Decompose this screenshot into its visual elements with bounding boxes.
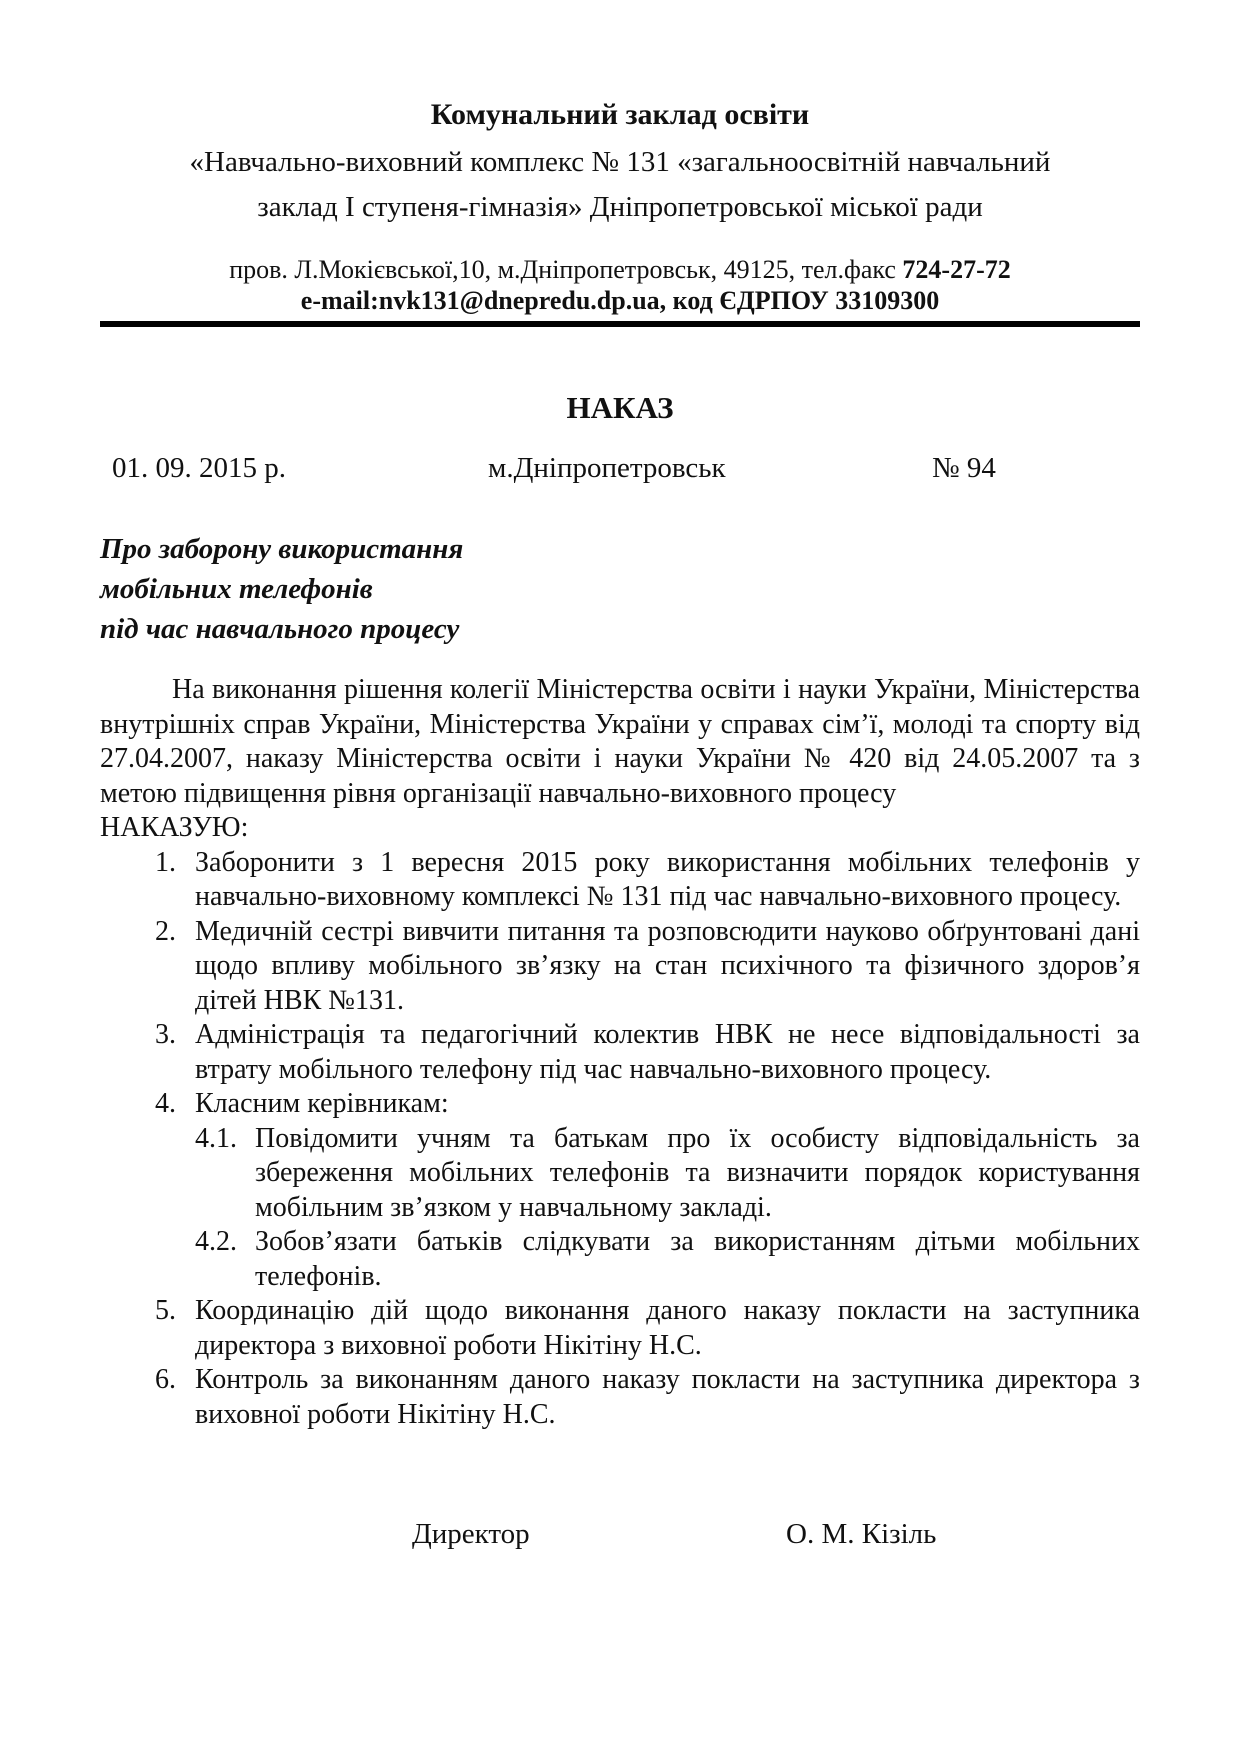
order-item-5-text: Координацію дій щодо виконання даного наказу покласти на заступника директора з виховної роботи Нікітіну Н.С. (195, 1295, 1140, 1361)
order-item-1-number: 1. (155, 846, 176, 878)
order-items-list (100, 846, 1140, 1433)
order-number: № 94 (932, 452, 996, 484)
organization-name-line-1: «Навчально-виховний комплекс № 131 «загальноосвітній навчальний (189, 146, 1051, 178)
order-date: 01. 09. 2015 р. (112, 452, 286, 484)
signature-role: Директор (412, 1518, 530, 1550)
signature-name: О. М. Кізіль (786, 1518, 937, 1550)
order-item-3 (155, 1018, 1140, 1087)
order-subitem-4.2-number: 4.2. (195, 1226, 237, 1257)
phone-number: 724-27-72 (902, 255, 1011, 284)
order-subitem-4.2 (195, 1225, 1140, 1294)
order-item-2-text: Медичній сестрі вивчити питання та розповсюдити науково обґрунтовані дані щодо впливу мобільного зв’язку на стан психічного та фізичного здоров’я дітей НВК №131. (195, 915, 1140, 1016)
order-item-4-text: Класним керівникам: (195, 1088, 449, 1119)
order-subject-line-3: під час навчального процесу (100, 613, 460, 645)
order-item-4-number: 4. (155, 1088, 176, 1119)
order-subitem-4.1-number: 4.1. (195, 1122, 237, 1154)
order-item-6-text: Контроль за виконанням даного наказу покласти на заступника директора з виховної роботи Нікітіну Н.С. (195, 1364, 1140, 1430)
order-meta-row (100, 449, 1140, 487)
order-item-1 (155, 846, 1140, 915)
order-preamble: На виконання рішення колегії Міністерства освіти і науки України, Міністерства внутрішніх справ України, Міністерства України у справах сім’ї, молоді та спорту від 27.04.2007, наказу Міністерства освіти і науки України № 420 від 24.05.2007 та з метою підвищення рівня організації навчально-виховного процесу (100, 674, 1140, 809)
order-subject-line-1: Про заборону використання (100, 533, 464, 565)
email-line: e-mail:nvk131@dnepredu.dp.ua, код ЄДРПОУ 33109300 (300, 286, 940, 315)
address-line (100, 254, 1140, 285)
signature-row (100, 1514, 1140, 1554)
order-subitem-4.2-text: Зобов’язати батьків слідкувати за використанням дітьми мобільних телефонів. (255, 1226, 1140, 1292)
order-item-2-number: 2. (155, 915, 176, 947)
order-subitem-4.1 (195, 1122, 1140, 1226)
order-item-6-number: 6. (155, 1364, 176, 1395)
order-item-6 (155, 1363, 1140, 1432)
order-subitem-4.1-text: Повідомити учням та батькам про їх особисту відповідальність за збереження мобільних телефонів та визначити порядок користування мобільним зв’язком у навчальному закладі. (255, 1122, 1140, 1223)
organization-type-title: Комунальний заклад освіти (430, 98, 810, 131)
address-text: пров. Л.Мокієвської,10, м.Дніпропетровськ, 49125, тел.факс (229, 255, 903, 284)
order-item-5 (155, 1294, 1140, 1363)
order-item-2 (155, 915, 1140, 1019)
order-item-4 (155, 1087, 1140, 1122)
order-title: НАКАЗ (566, 390, 674, 425)
organization-name (100, 140, 1140, 230)
order-subject (100, 529, 1140, 649)
order-item-3-text: Адміністрація та педагогічний колектив НВК не несе відповідальності за втрату мобільного телефону під час навчально-виховного процесу. (195, 1019, 1140, 1085)
order-subject-line-2: мобільних телефонів (100, 573, 373, 605)
organization-name-line-2: заклад І ступеня-гімназія» Дніпропетровської міської ради (257, 191, 983, 223)
letterhead-divider (100, 321, 1140, 327)
order-item-3-number: 3. (155, 1019, 176, 1050)
decree-word: НАКАЗУЮ: (100, 812, 249, 843)
order-item-1-text: Заборонити з 1 вересня 2015 року використання мобільних телефонів у навчально-виховному комплексі № 131 під час навчально-виховного процесу. (195, 846, 1140, 912)
order-item-5-number: 5. (155, 1295, 176, 1326)
order-city: м.Дніпропетровськ (488, 452, 726, 484)
contact-block (100, 254, 1140, 316)
